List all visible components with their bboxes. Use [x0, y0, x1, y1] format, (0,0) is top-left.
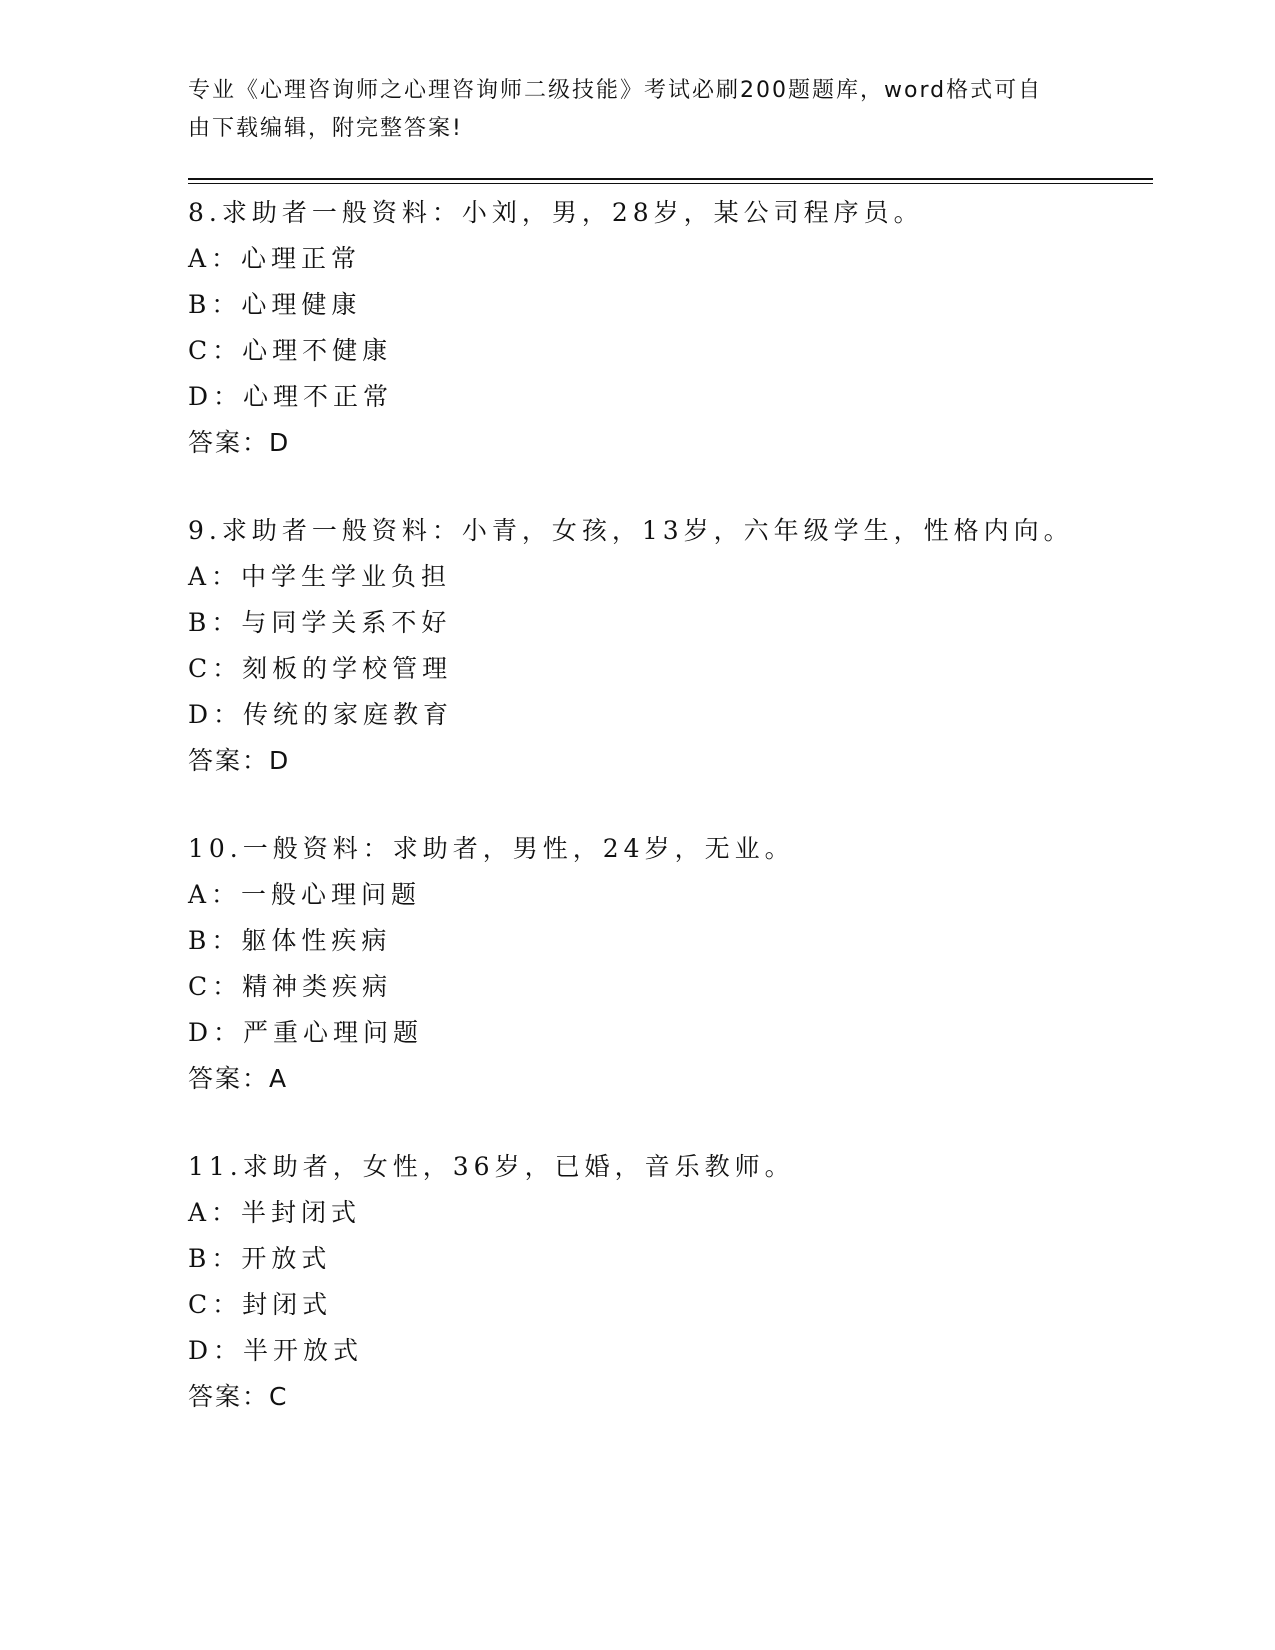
header-line-2: 由下载编辑，附完整答案! — [188, 116, 463, 141]
document-header — [188, 72, 1068, 148]
question-11 — [188, 1144, 1148, 1420]
question-stem: 9.求助者一般资料：小青，女孩，13岁，六年级学生，性格内向。 — [188, 516, 1074, 545]
header-rule-thin — [188, 183, 1153, 184]
answer-line: 答案：D — [188, 746, 291, 775]
option-c: C：刻板的学校管理 — [188, 654, 453, 683]
option-c: C：精神类疾病 — [188, 972, 393, 1001]
question-stem: 11.求助者，女性，36岁，已婚，音乐教师。 — [188, 1152, 795, 1181]
header-rule-thick — [188, 178, 1153, 180]
answer-line: 答案：D — [188, 428, 291, 457]
option-d: D：传统的家庭教育 — [188, 700, 454, 729]
option-b: B：与同学关系不好 — [188, 608, 452, 637]
option-d: D：半开放式 — [188, 1336, 364, 1365]
option-c: C：心理不健康 — [188, 336, 393, 365]
option-b: B：开放式 — [188, 1244, 332, 1273]
answer-line: 答案：C — [188, 1382, 289, 1411]
option-d: D：严重心理问题 — [188, 1018, 424, 1047]
question-list — [188, 190, 1148, 1462]
header-line-1: 专业《心理咨询师之心理咨询师二级技能》考试必刷200题题库，word格式可自 — [188, 78, 1043, 103]
option-d: D：心理不正常 — [188, 382, 394, 411]
question-stem: 8.求助者一般资料：小刘，男，28岁，某公司程序员。 — [188, 198, 924, 227]
option-a: A：中学生学业负担 — [188, 562, 452, 591]
question-8 — [188, 190, 1148, 466]
option-a: A：一般心理问题 — [188, 880, 422, 909]
answer-line: 答案：A — [188, 1064, 289, 1093]
option-b: B：心理健康 — [188, 290, 362, 319]
question-stem: 10.一般资料：求助者，男性，24岁，无业。 — [188, 834, 795, 863]
option-c: C：封闭式 — [188, 1290, 333, 1319]
question-9 — [188, 508, 1148, 784]
question-10 — [188, 826, 1148, 1102]
option-b: B：躯体性疾病 — [188, 926, 392, 955]
option-a: A：心理正常 — [188, 244, 362, 273]
option-a: A：半封闭式 — [188, 1198, 362, 1227]
